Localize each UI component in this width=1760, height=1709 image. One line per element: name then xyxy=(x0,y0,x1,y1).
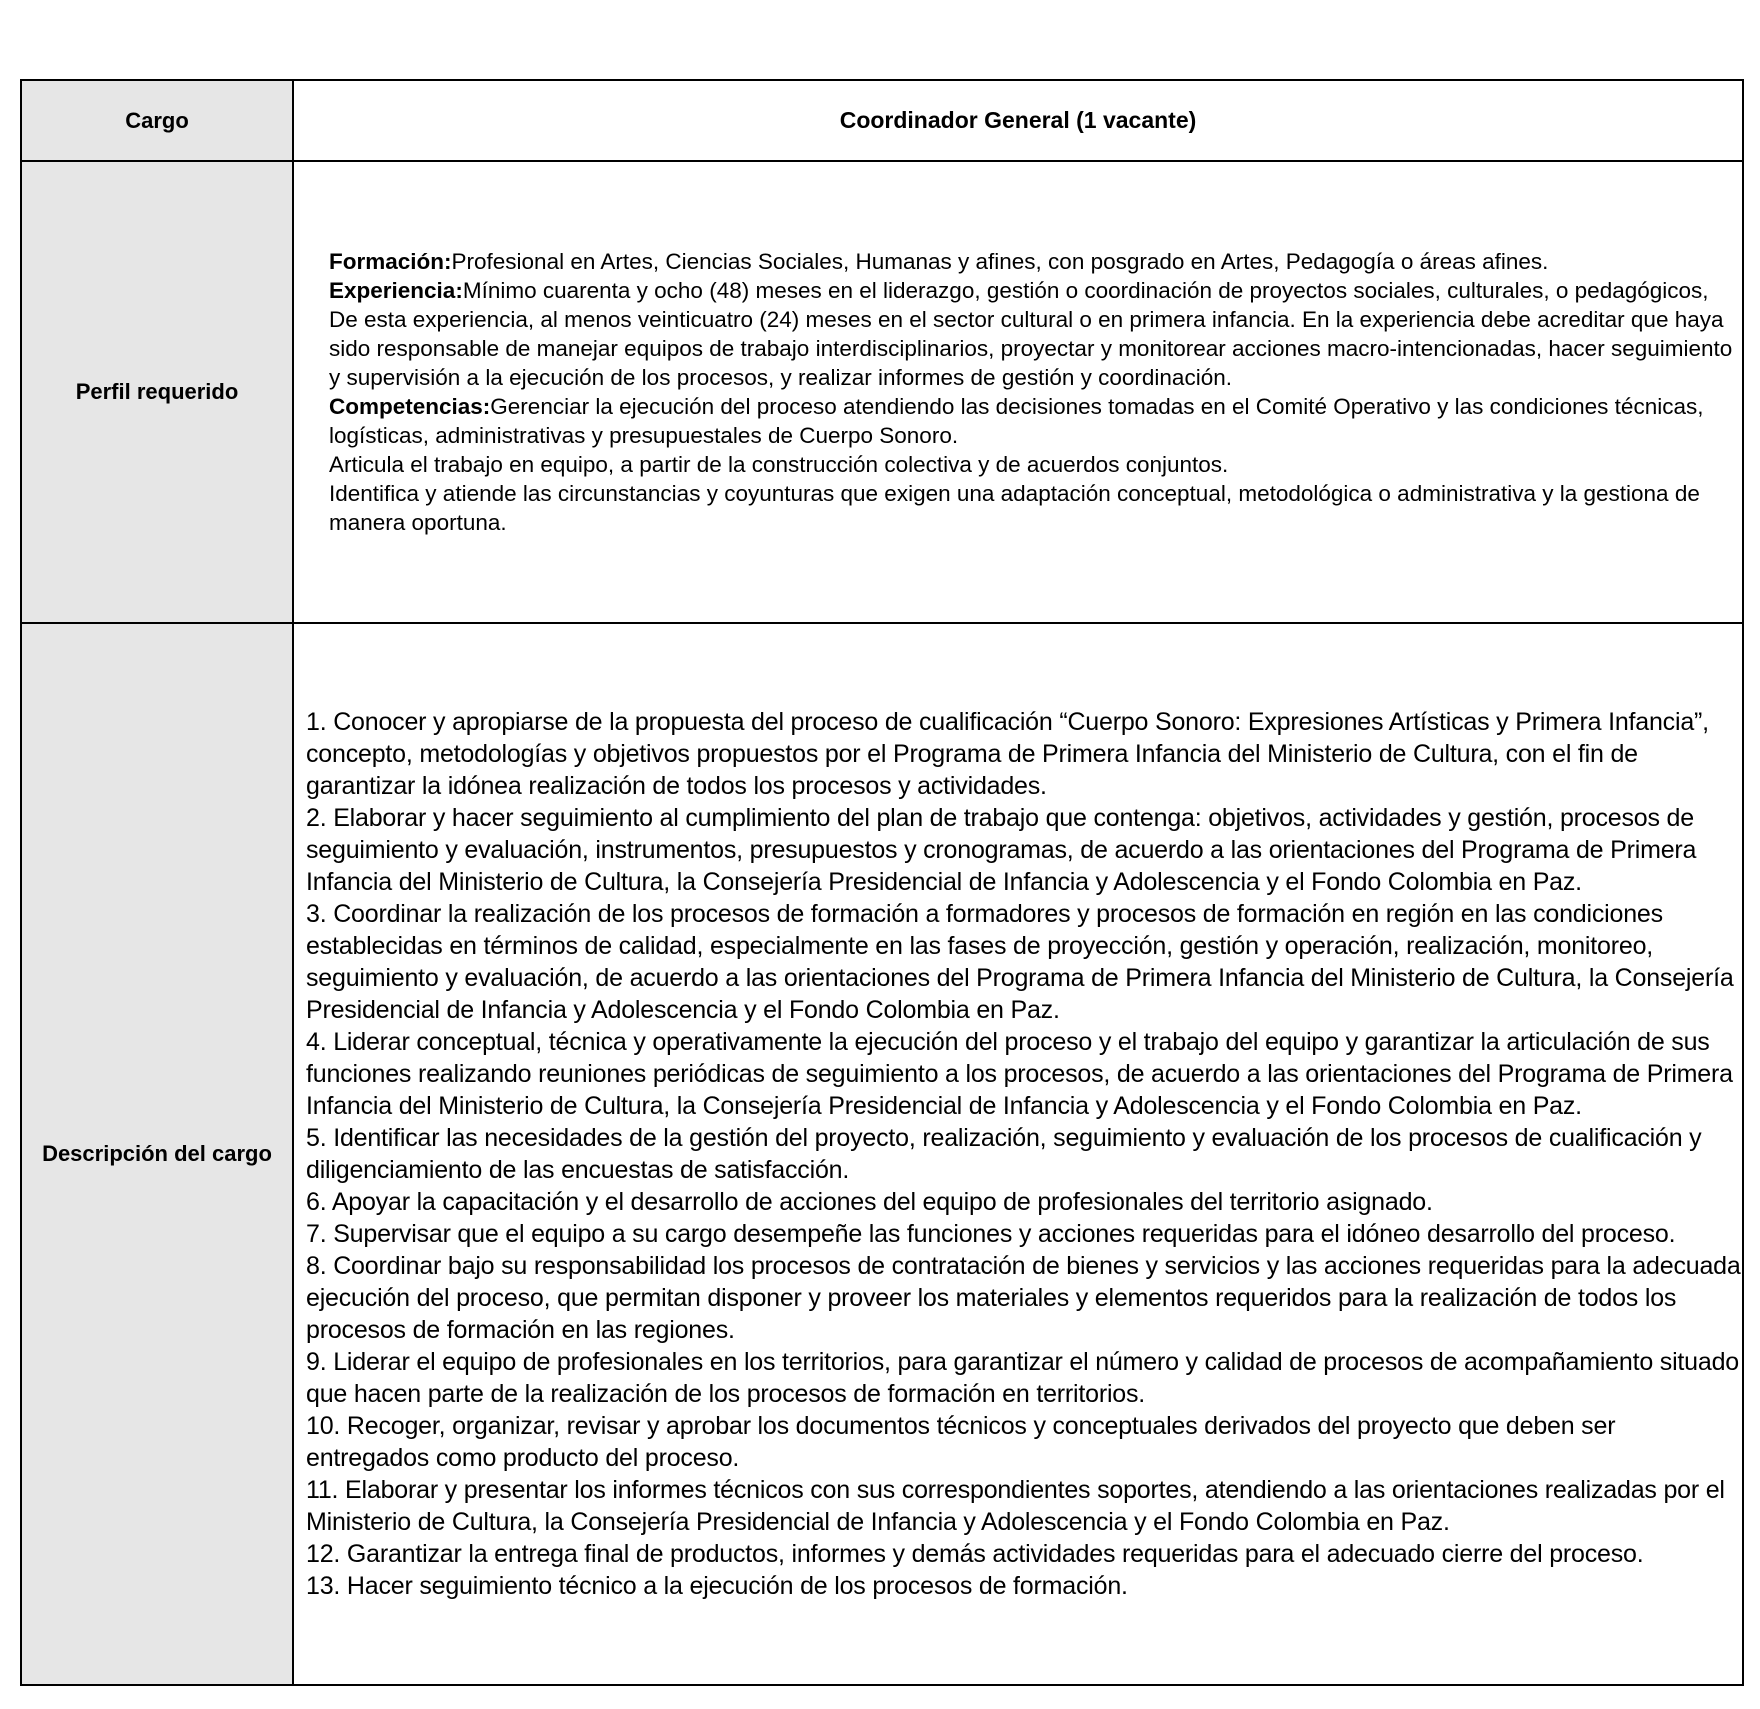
job-profile-table xyxy=(20,79,1744,1686)
experiencia-text: Mínimo cuarenta y ocho (48) meses en el liderazgo, gestión o coordinación de proyectos sociales, culturales, o pedagógicos, xyxy=(462,278,1709,303)
list-item: 11. Elaborar y presentar los informes técnicos con sus correspondientes soportes, atendiendo a las orientaciones realizadas por el Ministerio de Cultura, la Consejería Presidencial de Infancia y Adolescencia y el Fondo Colombia en Paz. xyxy=(306,1476,1725,1536)
list-item: 7. Supervisar que el equipo a su cargo desempeñe las funciones y acciones requeridas para el idóneo desarrollo del proceso. xyxy=(306,1220,1676,1248)
descripcion-list xyxy=(295,706,1741,1602)
list-item: 6. Apoyar la capacitación y el desarrollo de acciones del equipo de profesionales del territorio asignado. xyxy=(306,1188,1433,1216)
table-row-cargo xyxy=(21,80,1743,161)
competencias-item-3: Identifica y atiende las circunstancias y coyunturas que exigen una adaptación conceptual, metodológica o administrativa y la gestiona de manera oportuna. xyxy=(329,481,1700,535)
table-row-perfil xyxy=(21,161,1743,623)
competencias-paragraph xyxy=(329,392,1735,450)
competencias-label: Competencias: xyxy=(329,394,491,419)
list-item: 10. Recoger, organizar, revisar y aprobar los documentos técnicos y conceptuales derivados del proyecto que deben ser entregados como producto del proceso. xyxy=(306,1412,1616,1472)
experiencia-label: Experiencia: xyxy=(329,278,463,303)
list-item: 2. Elaborar y hacer seguimiento al cumplimiento del plan de trabajo que contenga: objetivos, actividades y gestión, procesos de seguimiento y evaluación, instrumentos, presupuestos y cronogramas, de acuerdo a las orientaciones del Programa de Primera Infancia del Ministerio de Cultura, la Consejería Presidencial de Infancia y Adolescencia y el Fondo Colombia en Paz. xyxy=(306,804,1697,896)
list-item: 9. Liderar el equipo de profesionales en los territorios, para garantizar el número y calidad de procesos de acompañamiento situado que hacen parte de la realización de los procesos de formación en territorios. xyxy=(306,1348,1739,1408)
table-row-descripcion xyxy=(21,623,1743,1685)
descripcion-cell xyxy=(293,623,1743,1685)
list-item: 3. Coordinar la realización de los procesos de formación a formadores y procesos de formación en región en las condiciones establecidas en términos de calidad, especialmente en las fases de proyección, gestión y operación, realización, monitoreo, seguimiento y evaluación, de acuerdo a las orientaciones del Programa de Primera Infancia del Ministerio de Cultura, la Consejería Presidencial de Infancia y Adolescencia y el Fondo Colombia en Paz. xyxy=(306,900,1734,1024)
list-item: 13. Hacer seguimiento técnico a la ejecución de los procesos de formación. xyxy=(306,1572,1128,1600)
list-item: 4. Liderar conceptual, técnica y operativamente la ejecución del proceso y el trabajo del equipo y garantizar la articulación de sus funciones realizando reuniones periódicas de seguimiento a los procesos, de acuerdo a las orientaciones del Programa de Primera Infancia del Ministerio de Cultura, la Consejería Presidencial de Infancia y Adolescencia y el Fondo Colombia en Paz. xyxy=(306,1028,1733,1120)
cargo-label: Cargo xyxy=(21,80,293,161)
list-item: 1. Conocer y apropiarse de la propuesta del proceso de cualificación “Cuerpo Sonoro: Expresiones Artísticas y Primera Infancia”, concepto, metodologías y objetivos propuestos por el Programa de Primera Infancia del Ministerio de Cultura, con el fin de garantizar la idónea realización de todos los procesos y actividades. xyxy=(306,708,1709,800)
competencias-item-2: Articula el trabajo en equipo, a partir de la construcción colectiva y de acuerdos conjuntos. xyxy=(329,452,1229,477)
perfil-cell xyxy=(293,161,1743,623)
perfil-label: Perfil requerido xyxy=(21,161,293,623)
descripcion-label: Descripción del cargo xyxy=(21,623,293,1685)
formacion-label: Formación: xyxy=(329,249,452,274)
cargo-value: Coordinador General (1 vacante) xyxy=(293,80,1743,161)
competencias-text: Gerenciar la ejecución del proceso atendiendo las decisiones tomadas en el Comité Operativo y las condiciones técnicas, logísticas, administrativas y presupuestales de Cuerpo Sonoro. xyxy=(329,394,1704,448)
perfil-content xyxy=(295,247,1741,537)
list-item: 5. Identificar las necesidades de la gestión del proyecto, realización, seguimiento y evaluación de los procesos de cualificación y diligenciamiento de las encuestas de satisfacción. xyxy=(306,1124,1702,1184)
list-item: 8. Coordinar bajo su responsabilidad los procesos de contratación de bienes y servicios y las acciones requeridas para la adecuada ejecución del proceso, que permitan disponer y proveer los materiales y elementos requeridos para la realización de todos los procesos de formación en las regiones. xyxy=(306,1252,1741,1344)
formacion-text: Profesional en Artes, Ciencias Sociales, Humanas y afines, con posgrado en Artes, Pedagogía o áreas afines. xyxy=(451,249,1549,274)
experiencia-paragraph xyxy=(329,276,1735,305)
experiencia-detail: De esta experiencia, al menos veinticuatro (24) meses en el sector cultural o en primera infancia. En la experiencia debe acreditar que haya sido responsable de manejar equipos de trabajo interdisciplinarios, proyectar y monitorear acciones macro-intencionadas, hacer seguimiento y supervisión a la ejecución de los procesos, y realizar informes de gestión y coordinación. xyxy=(329,307,1733,390)
list-item: 12. Garantizar la entrega final de productos, informes y demás actividades requeridas para el adecuado cierre del proceso. xyxy=(306,1540,1644,1568)
formacion-paragraph xyxy=(329,247,1735,276)
